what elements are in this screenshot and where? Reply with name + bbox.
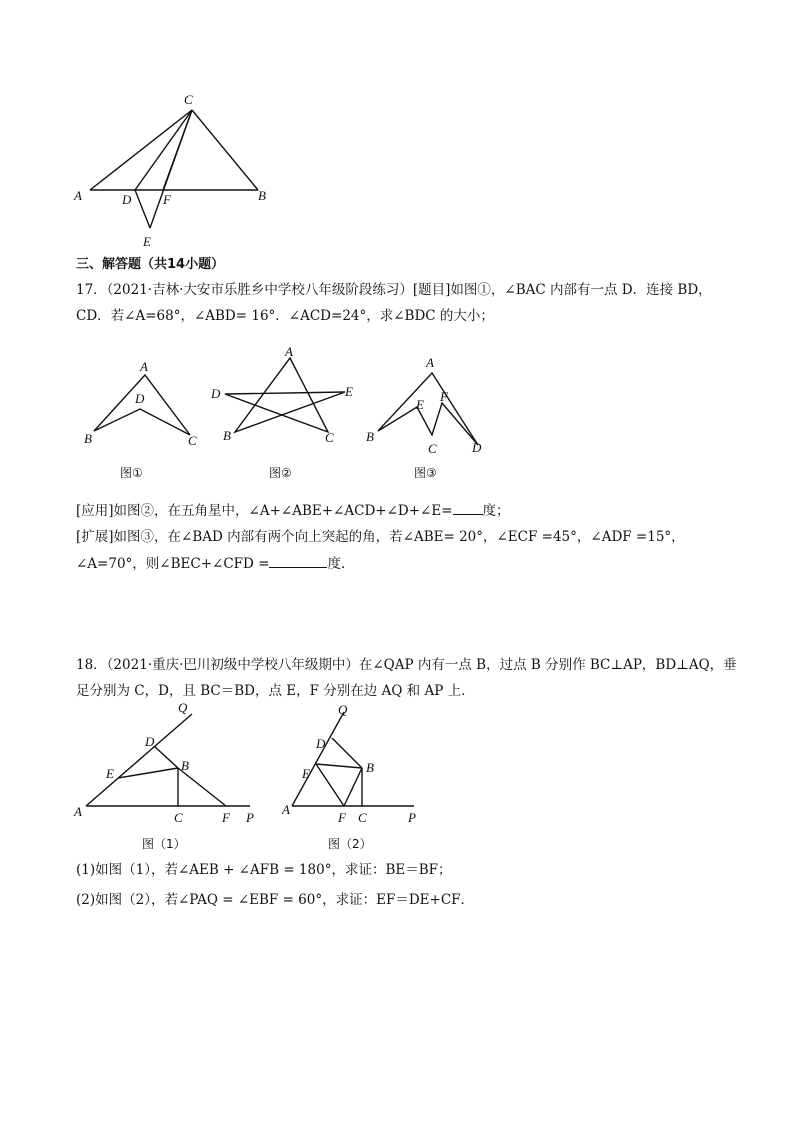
fig18b-caption: 图（2） [328, 837, 372, 851]
fig3-label-f: F [440, 389, 448, 404]
q17-apply [76, 500, 510, 521]
fig18b-segment-db [332, 738, 362, 768]
fig18a-label-c: C [174, 810, 183, 825]
fig1-caption: 图① [120, 466, 143, 480]
fig2-label-d: D [211, 386, 221, 401]
q17-extend-blank[interactable] [269, 553, 327, 568]
fig1-label-d: D [135, 391, 145, 406]
q17-figure-2 [205, 340, 365, 485]
label-e: E [143, 234, 151, 249]
fig2-caption: 图② [269, 466, 292, 480]
fig1-label-c: C [188, 433, 197, 448]
fig18b-label-b: B [366, 760, 374, 775]
q17-line2: CD．若∠A=68°，∠ABD= 16°．∠ACD=24°，求∠BDC 的大小； [76, 308, 494, 324]
segment-de [135, 190, 150, 228]
fig18b-label-c: C [358, 810, 367, 825]
fig18a-label-q: Q [178, 700, 188, 715]
fig2-label-a: A [285, 344, 293, 359]
q17-apply-suffix: 度； [482, 503, 510, 519]
q18-figure-1 [70, 698, 270, 858]
q18-figure-2 [280, 698, 440, 858]
label-a: A [74, 188, 82, 203]
fig18b-label-p: P [408, 810, 416, 825]
segment-ce [150, 110, 192, 228]
fig18b-label-f: F [338, 810, 346, 825]
segment-cd [135, 110, 192, 190]
segment-bc [192, 110, 258, 190]
fig18b-segment-bf [344, 768, 362, 806]
fig18a-label-e: E [106, 766, 114, 781]
fig18b-segment-ef [316, 764, 344, 806]
fig1-label-b: B [84, 431, 92, 446]
fig18a-caption: 图（1） [142, 837, 186, 851]
label-b: B [258, 188, 266, 203]
segment-ac [90, 110, 192, 190]
fig2-label-c: C [325, 430, 334, 445]
fig18a-label-a: A [74, 804, 82, 819]
fig18a-label-d: D [145, 734, 155, 749]
q18-part2: (2)如图（2），若∠PAQ = ∠EBF = 60°，求证：EF＝DE+CF． [76, 892, 475, 908]
fig18a-ray-aq [86, 714, 192, 806]
fig18a-label-b: B [181, 758, 189, 773]
q17-extend-line2 [76, 553, 354, 574]
fig18a-segment-bf [178, 768, 226, 806]
fig2-label-b: B [223, 428, 231, 443]
fig3-label-d: D [472, 440, 482, 455]
fig2-label-e: E [345, 384, 353, 399]
q18-part1: (1)如图（1），若∠AEB + ∠AFB = 180°，求证：BE＝BF； [76, 862, 452, 878]
fig3-label-a: A [426, 355, 434, 370]
q18-line2: 足分别为 C，D，且 BC＝BD，点 E，F 分别在边 AQ 和 AP 上． [76, 683, 475, 699]
q18-line1: 18．（2021·重庆·巴川初级中学校八年级期中）在∠QAP 内有一点 B，过点 B 分别作 BC⊥AP，BD⊥AQ，垂 [76, 657, 737, 673]
q17-apply-blank[interactable] [453, 500, 483, 515]
fig2-star [225, 358, 345, 432]
fig18b-ray-aq [292, 712, 344, 806]
fig18b-label-a: A [282, 802, 290, 817]
fig18b-label-e: E [302, 766, 310, 781]
fig1-inner [94, 409, 190, 435]
fig18a-label-f: F [222, 810, 230, 825]
label-c: C [184, 92, 193, 107]
fig18b-label-q: Q [338, 702, 348, 717]
q17-figure-1 [80, 355, 210, 485]
fig18b-segment-eb [316, 764, 362, 768]
q17-apply-text: [应用]如图②，在五角星中，∠A+∠ABE+∠ACD+∠D+∠E= [76, 503, 453, 519]
label-d: D [122, 192, 132, 207]
top-triangle-figure [60, 88, 290, 250]
fig3-caption: 图③ [414, 466, 437, 480]
section-heading: 三、解答题（共14小题） [76, 257, 225, 272]
fig3-label-c: C [428, 441, 437, 456]
fig3-inner [378, 403, 478, 445]
label-f: F [163, 192, 171, 207]
q17-extend-text: ∠A=70°，则∠BEC+∠CFD = [76, 556, 270, 572]
fig18a-label-p: P [246, 810, 254, 825]
fig18a-segment-db [154, 746, 178, 768]
fig3-label-e: E [416, 397, 424, 412]
fig3-label-b: B [366, 429, 374, 444]
q17-figure-3 [362, 345, 497, 485]
q17-extend-line1: [扩展]如图③，在∠BAD 内部有两个向上突起的角，若∠ABE= 20°，∠ECF =45°，∠ADF =15°， [76, 529, 685, 545]
fig3-outline [378, 373, 478, 445]
fig1-label-a: A [140, 359, 148, 374]
q17-line1: 17．（2021·吉林·大安市乐胜乡中学校八年级阶段练习）[题目]如图①，∠BAC 内部有一点 D．连接 BD， [76, 282, 712, 298]
q17-extend-suffix: 度． [327, 556, 355, 572]
fig18b-label-d: D [316, 736, 326, 751]
